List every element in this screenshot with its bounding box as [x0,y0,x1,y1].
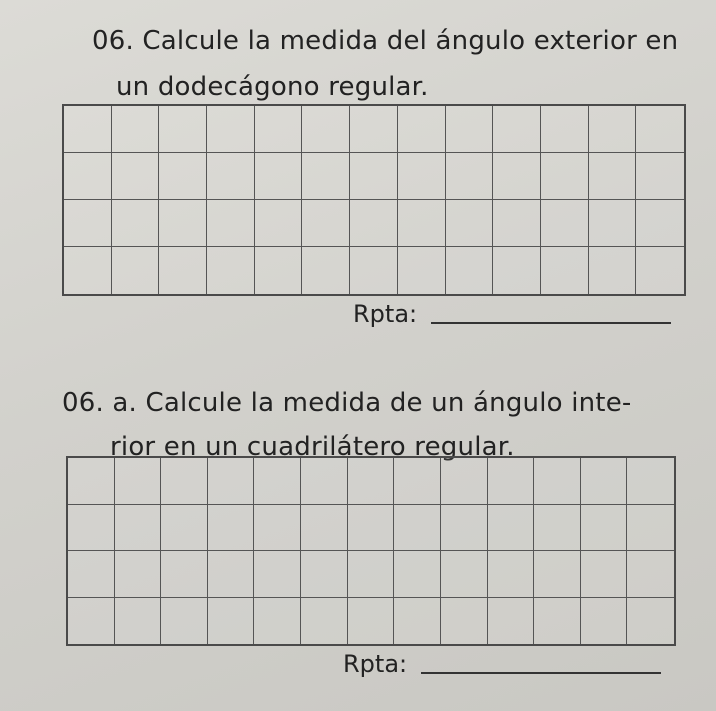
grid-cell [541,106,589,153]
grid-cell [493,200,541,247]
grid-cell [589,153,637,200]
answer-area-1 [353,300,671,328]
grid-cell [254,458,301,505]
grid-cell [348,505,395,552]
grid-cell [208,551,255,598]
grid-cell [159,106,207,153]
grid-cell [627,505,674,552]
grid-cell [627,551,674,598]
grid-cell [207,106,255,153]
grid-cell [348,551,395,598]
grid-cell [112,106,160,153]
grid-cell [398,153,446,200]
grid-cell [254,551,301,598]
grid-cell [636,106,684,153]
grid-cell [488,505,535,552]
grid-cell [398,247,446,294]
grid-cell [581,505,628,552]
grid-cell [493,153,541,200]
grid-cell [207,247,255,294]
grid-cell [350,153,398,200]
grid-cell [534,551,581,598]
grid-cell [350,200,398,247]
grid-cell [581,551,628,598]
grid-cell [394,598,441,645]
grid-cell [64,106,112,153]
grid-cell [534,458,581,505]
grid-cell [301,598,348,645]
grid-cell [589,106,637,153]
grid-cell [208,505,255,552]
grid-cell [446,153,494,200]
grid-cell [350,106,398,153]
grid-cell [207,200,255,247]
answer-area-2 [343,650,661,678]
grid-cell [254,598,301,645]
grid-cell [394,551,441,598]
grid-cell [115,458,162,505]
grid-cell [534,598,581,645]
problem-2-statement-line-1: 06. a. Calcule la medida de un ángulo inte- [62,388,632,418]
problem-1-statement-line-1: 06. Calcule la medida del ángulo exterior en [92,26,679,56]
grid-cell [446,106,494,153]
grid-cell [394,458,441,505]
grid-cell [627,598,674,645]
grid-cell [208,458,255,505]
answer-line-1 [431,321,671,324]
grid-cell [446,247,494,294]
grid-cell [589,247,637,294]
grid-cell [302,200,350,247]
grid-cell [398,106,446,153]
problem-2-statement-line-2: rior en un cuadrilátero regular. [110,432,515,462]
grid-cell [64,247,112,294]
grid-cell [534,505,581,552]
grid-cell [348,598,395,645]
grid-cell [159,153,207,200]
grid-cell [636,200,684,247]
grid-cell [115,598,162,645]
grid-cell [398,200,446,247]
grid-cell [488,551,535,598]
grid-cell [112,247,160,294]
grid-cell [581,458,628,505]
grid-cell [112,200,160,247]
grid-cell [68,458,115,505]
grid-cell [627,458,674,505]
grid-cell [350,247,398,294]
grid-cell [589,200,637,247]
grid-cell [159,247,207,294]
grid-cell [112,153,160,200]
grid-cell [301,551,348,598]
grid-cell [581,598,628,645]
grid-cell [394,505,441,552]
grid-cell [254,505,301,552]
grid-cell [68,598,115,645]
grid-cell [64,200,112,247]
answer-grid-1 [62,104,686,296]
grid-cell [68,505,115,552]
grid-cell [488,458,535,505]
grid-cell [541,200,589,247]
grid-cell [302,247,350,294]
grid-cell [115,505,162,552]
grid-cell [207,153,255,200]
grid-cell [68,551,115,598]
grid-cell [115,551,162,598]
grid-cell [159,200,207,247]
grid-cell [302,153,350,200]
grid-cell [636,247,684,294]
grid-cell [441,505,488,552]
grid-cell [208,598,255,645]
grid-cell [255,247,303,294]
grid-cell [441,598,488,645]
grid-cell [541,247,589,294]
problem-1-statement-line-2: un dodecágono regular. [116,72,429,102]
grid-cell [161,505,208,552]
grid-cell [302,106,350,153]
grid-cell [493,247,541,294]
grid-cell [446,200,494,247]
grid-cell [255,106,303,153]
grid-cell [441,458,488,505]
grid-cell [301,505,348,552]
grid-cell [255,153,303,200]
grid-cell [348,458,395,505]
grid-cell [301,458,348,505]
grid-cell [636,153,684,200]
grid-cell [161,551,208,598]
answer-line-2 [421,671,661,674]
grid-cell [161,458,208,505]
grid-cell [161,598,208,645]
answer-label-2: Rpta: [343,650,408,678]
grid-cell [441,551,488,598]
answer-grid-2 [66,456,676,646]
grid-cell [541,153,589,200]
grid-cell [493,106,541,153]
grid-cell [255,200,303,247]
grid-cell [488,598,535,645]
grid-cell [64,153,112,200]
answer-label-1: Rpta: [353,300,418,328]
